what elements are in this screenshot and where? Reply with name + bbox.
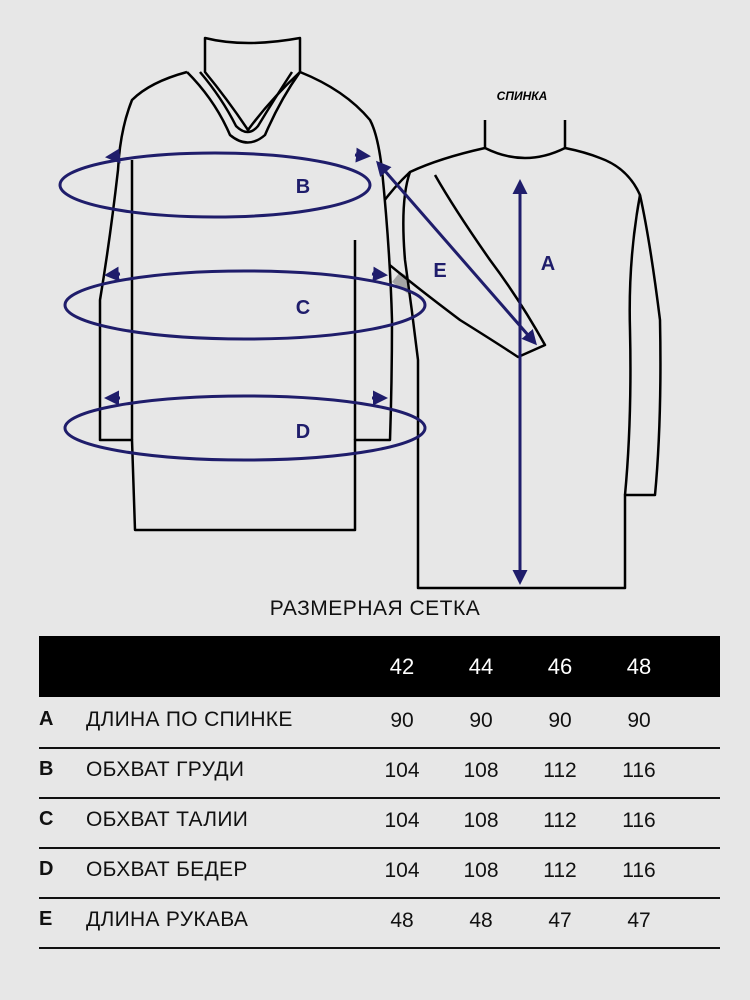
size-table-header bbox=[39, 636, 720, 697]
size-header-48: 48 bbox=[626, 654, 652, 679]
label-a: A bbox=[540, 253, 556, 275]
row-value: 108 bbox=[463, 809, 499, 832]
row-letter: C bbox=[39, 808, 54, 830]
label-d: D bbox=[295, 421, 311, 443]
table-row bbox=[39, 747, 720, 799]
row-value: 47 bbox=[627, 909, 651, 932]
row-value: 112 bbox=[543, 859, 577, 882]
table-row bbox=[39, 797, 720, 849]
back-view bbox=[360, 120, 660, 588]
row-name: ОБХВАТ БЕДЕР bbox=[86, 858, 248, 881]
size-header-46: 46 bbox=[547, 654, 573, 679]
row-value: 104 bbox=[384, 859, 420, 882]
row-letter: A bbox=[39, 708, 54, 730]
row-name: ДЛИНА ПО СПИНКЕ bbox=[86, 708, 293, 731]
row-letter: E bbox=[39, 908, 53, 930]
table-row bbox=[39, 847, 720, 899]
row-value: 116 bbox=[622, 859, 656, 882]
row-value: 112 bbox=[543, 759, 577, 782]
row-value: 116 bbox=[622, 809, 656, 832]
row-name: ОБХВАТ ТАЛИИ bbox=[86, 808, 249, 831]
row-value: 48 bbox=[469, 909, 493, 932]
row-value: 90 bbox=[469, 709, 493, 732]
row-value: 104 bbox=[384, 759, 420, 782]
row-value: 90 bbox=[627, 709, 651, 732]
row-name: ДЛИНА РУКАВА bbox=[86, 908, 249, 931]
size-chart-title: РАЗМЕРНАЯ СЕТКА bbox=[269, 597, 481, 620]
table-row bbox=[39, 897, 720, 949]
row-value: 47 bbox=[548, 909, 572, 932]
label-e: E bbox=[433, 260, 447, 282]
row-letter: B bbox=[39, 758, 54, 780]
label-c: C bbox=[295, 297, 311, 319]
back-body-outline bbox=[403, 120, 660, 588]
table-row bbox=[39, 697, 720, 749]
row-value: 90 bbox=[548, 709, 572, 732]
back-label: СПИНКА bbox=[496, 89, 548, 103]
row-value: 48 bbox=[390, 909, 414, 932]
row-value: 112 bbox=[543, 809, 577, 832]
size-header-44: 44 bbox=[468, 654, 494, 679]
label-b: B bbox=[295, 176, 311, 198]
row-value: 108 bbox=[463, 859, 499, 882]
row-value: 108 bbox=[463, 759, 499, 782]
row-value: 116 bbox=[622, 759, 656, 782]
row-letter: D bbox=[39, 858, 54, 880]
row-value: 90 bbox=[390, 709, 414, 732]
size-header-42: 42 bbox=[389, 654, 415, 679]
row-name: ОБХВАТ ГРУДИ bbox=[86, 758, 245, 781]
front-view bbox=[100, 38, 392, 530]
row-value: 104 bbox=[384, 809, 420, 832]
